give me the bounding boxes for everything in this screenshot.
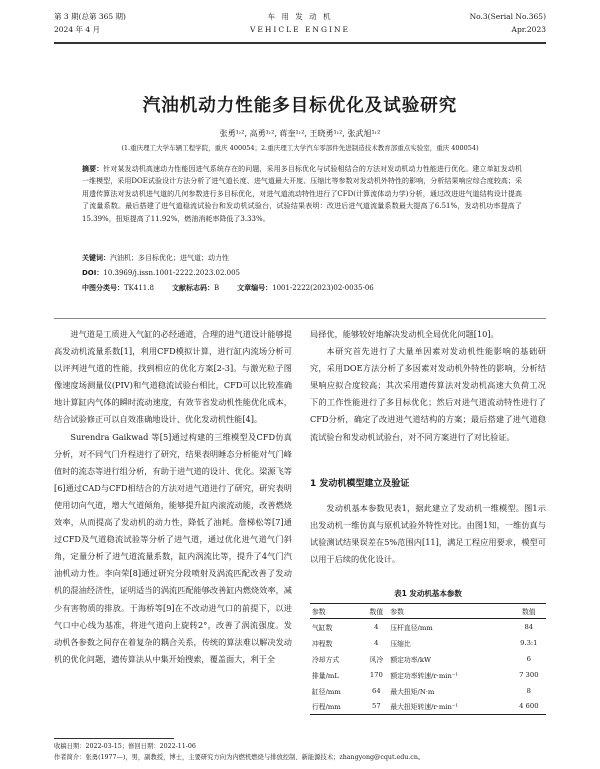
table-cell: 缸径/mm — [312, 687, 341, 696]
table-cell: 4 — [374, 638, 379, 647]
table-cell: 最大扭矩转速/r·min⁻¹ — [388, 699, 511, 715]
footnote-rule — [54, 738, 174, 739]
table-cell: 冷却方式 — [312, 655, 340, 664]
journal-name-en: VEHICLE ENGINE — [249, 25, 350, 34]
table-cell: 额定功率转速/r·min⁻¹ — [390, 671, 459, 680]
table-cell: 风冷 — [369, 655, 384, 664]
table-cell: 压杆直径/mm — [390, 623, 433, 632]
table-cell: 气缸数 — [312, 623, 333, 632]
table-cell: 8 — [526, 686, 531, 695]
article-no-value: 1001-2222(2023)02-0035-06 — [272, 284, 374, 292]
keywords — [82, 253, 522, 263]
right-column — [310, 326, 546, 446]
table-cell: 64 — [372, 686, 381, 695]
table-cell: 压缩比 — [390, 639, 411, 648]
table-row — [310, 683, 546, 699]
engine-params-table — [310, 603, 546, 715]
abstract-label: 摘要： — [82, 165, 104, 173]
table-cell: 4 — [374, 622, 379, 631]
table-cell: 4 600 — [512, 699, 546, 715]
table-cell: 冲程数 — [312, 639, 333, 648]
left-column — [54, 326, 292, 668]
clc-value: TK411.8 — [124, 284, 154, 292]
clc-label: 中图分类号： — [82, 284, 124, 292]
body-paragraph: 本研究首先进行了大量单因素对发动机性能影响的基础研究，采用DOE方法分析了多因素对发动机外特性的影响，分析结果响应拟合度较高；其次采用遗传算法对发动机高速大负荷工况下的工作性能进行了多目标优化；然后对进气道流动特性进行了CFD分析，确定了改进进气道结构的方案；最后搭建了进气道稳流试验台和发动机试验台，对不同方案进行了对比验证。 — [310, 346, 546, 442]
date-left: 2024 年 4 月 — [54, 25, 101, 34]
keywords-label: 关键词： — [82, 254, 110, 262]
issue-left: 第 3 期(总第 365 期) — [54, 12, 126, 21]
doc-code-label: 文献标志码： — [171, 284, 214, 292]
affiliation: (1.重庆理工大学车辆工程学院，重庆 400054；2.重庆理工大学汽车零部件先进制造技术教育部重点实验室，重庆 400054) — [121, 144, 479, 152]
table-cell: 170 — [369, 670, 383, 679]
table-header-row — [310, 604, 546, 619]
table-cell: 额定功率/kW — [390, 655, 431, 664]
date-right: Apr.2023 — [511, 25, 546, 34]
journal-header — [54, 10, 546, 40]
table-cell: 9.3:1 — [520, 638, 538, 647]
table-row — [310, 651, 546, 667]
author-list: 张勇¹˒², 高勇¹˒², 蒋奎¹˒², 王晓勇¹˒², 张武旭¹˒² — [219, 129, 381, 138]
table-cell: 行程/mm — [310, 699, 364, 715]
classification — [82, 283, 522, 293]
table-caption: 表1 发动机基本参数 — [394, 589, 462, 598]
doi-text: 10.3969/j.issn.1001-2222.2023.02.005 — [103, 269, 240, 277]
abstract — [82, 163, 522, 225]
table-cell: 57 — [364, 699, 388, 715]
table-cell: 7 300 — [519, 670, 539, 679]
doi-label: DOI： — [82, 269, 104, 277]
abstract-text: 针对某发动机高速动力性能因进气系统存在的问题，采用多目标优化与试验相结合的方法对发动机动力性能进行优化。建立单缸发动机一维模型，采用DOE试验设计方法分析了进气道长度、进气道最大开度、压缩比等参数对发动机外特性的影响，分析结果响应综合度较高；采用遗传算法对发动机进气道的几何参数进行多目标优化，对进气道流动特性进行了CFD(计算流体动力学)分析，通过改进进气道结构设计提高了流量系数。最后搭建了进气道稳流试验台和发动机试验台，试验结果表明：改进后进气道流量系数最大提高了6.51%，发动机功率提高了15.39%，扭矩提高了11.92%，燃油消耗率降低了3.33%。 — [82, 165, 522, 223]
body-paragraph: 进气道是工质进入气缸的必经通道，合理的进气道设计能够提高发动机流量系数[1]，利用CFD模拟计算，进行缸内流场分析可以评判进气道的性能，找到相应的优化方案[2-3]。与激光粒子图像速度场测量仪(PIV)和气道稳流试验台相比，CFD可以比较准确地计算缸内气体的瞬时流动速度，有效节省发动机性能优化成本，结合试验修正可以自效准确地设计、优化发动机性能[4]。 — [54, 329, 292, 425]
table-row — [310, 699, 546, 715]
doi — [82, 268, 522, 278]
issue-right: No.3(Serial No.365) — [469, 12, 546, 21]
table-header: 参数 — [388, 604, 511, 619]
table-row — [310, 619, 546, 635]
table-cell: 排量/mL — [312, 671, 339, 680]
author-info: 作者简介：张勇(1977—)，男，副教授，博士，主要研究方向为内燃机燃烧与排放控制、新能源技术；zhangyong@cqut.edu.cn。 — [54, 754, 425, 761]
doc-code-value: B — [213, 284, 220, 292]
table-cell: 最大扭矩/N·m — [390, 687, 435, 696]
keywords-text: 汽油机；多目标优化；进气道；动力性 — [110, 254, 229, 262]
journal-name-cn: 车 用 发 动 机 — [267, 12, 333, 21]
table-header: 数值 — [364, 604, 388, 619]
paper-title: 汽油机动力性能多目标优化及试验研究 — [142, 96, 458, 116]
article-no-label: 文章编号： — [237, 284, 273, 292]
body-separator — [54, 318, 546, 319]
received-date: 收稿日期：2022-03-15；修回日期：2022-11-06 — [54, 743, 196, 750]
section-heading: 1 发动机模型建立及验证 — [310, 479, 410, 489]
body-paragraph: Surendra Gaikwad 等[5]通过构建的三维模型及CFD仿真分析，对不同气门升程进行了研究，结果表明睡态分析能对气门峰值时的流态等进行组分析，有助于进气道的设计、优化。梁源飞等[6]通过CAD与CFD相结合的方法对进气道进行了研究，研究表明使用切向气道，增大气道倾角，能够提升缸内滚流动能，改善燃烧效率，从而提高了发动机的动力性，降低了油耗。詹梯松等[7]通过CFD及气道稳流试验等分析了进气道，通过优化进气道气门斜角，定量分析了进气道流量系数，缸内涡流比等，提升了4气门汽油机动力性。李向荣[8]通过研究分段喷射及涡流匹配改善了发动机的混油经济性，证明适当的涡流匹配能够改善缸内燃烧效率，减少有害物质的排放。于海桥等[9]在不改动进气口的前提下，以进气口中心线为基准，将进气道向上旋转2°，改善了涡流强度。发动机各参数之间存在着复杂的耦合关系，传统的算法难以解决发动机的优化问题，遗传算法从中集开始搜索，覆盖面大，利于全 — [54, 431, 292, 664]
section-text: 发动机基本参数见表1，据此建立了发动机一维模型。图1示出发动机一维仿真与原机试验外特性对比。由图1知，一维仿真与试验测试结果误差在5%范围内[11]，满足工程应用要求，模型可以用于后续的优化设计。 — [310, 503, 546, 565]
table-header: 参数 — [310, 604, 364, 619]
body-paragraph: 局择优，能够较好地解决发动机全局优化问题[10]。 — [310, 329, 499, 339]
header-rule — [54, 42, 546, 44]
table-cell: 6 — [526, 654, 531, 663]
table-row — [310, 667, 546, 683]
table-cell: 84 — [524, 622, 534, 631]
table-row — [310, 635, 546, 651]
table-header: 数值 — [512, 604, 546, 619]
